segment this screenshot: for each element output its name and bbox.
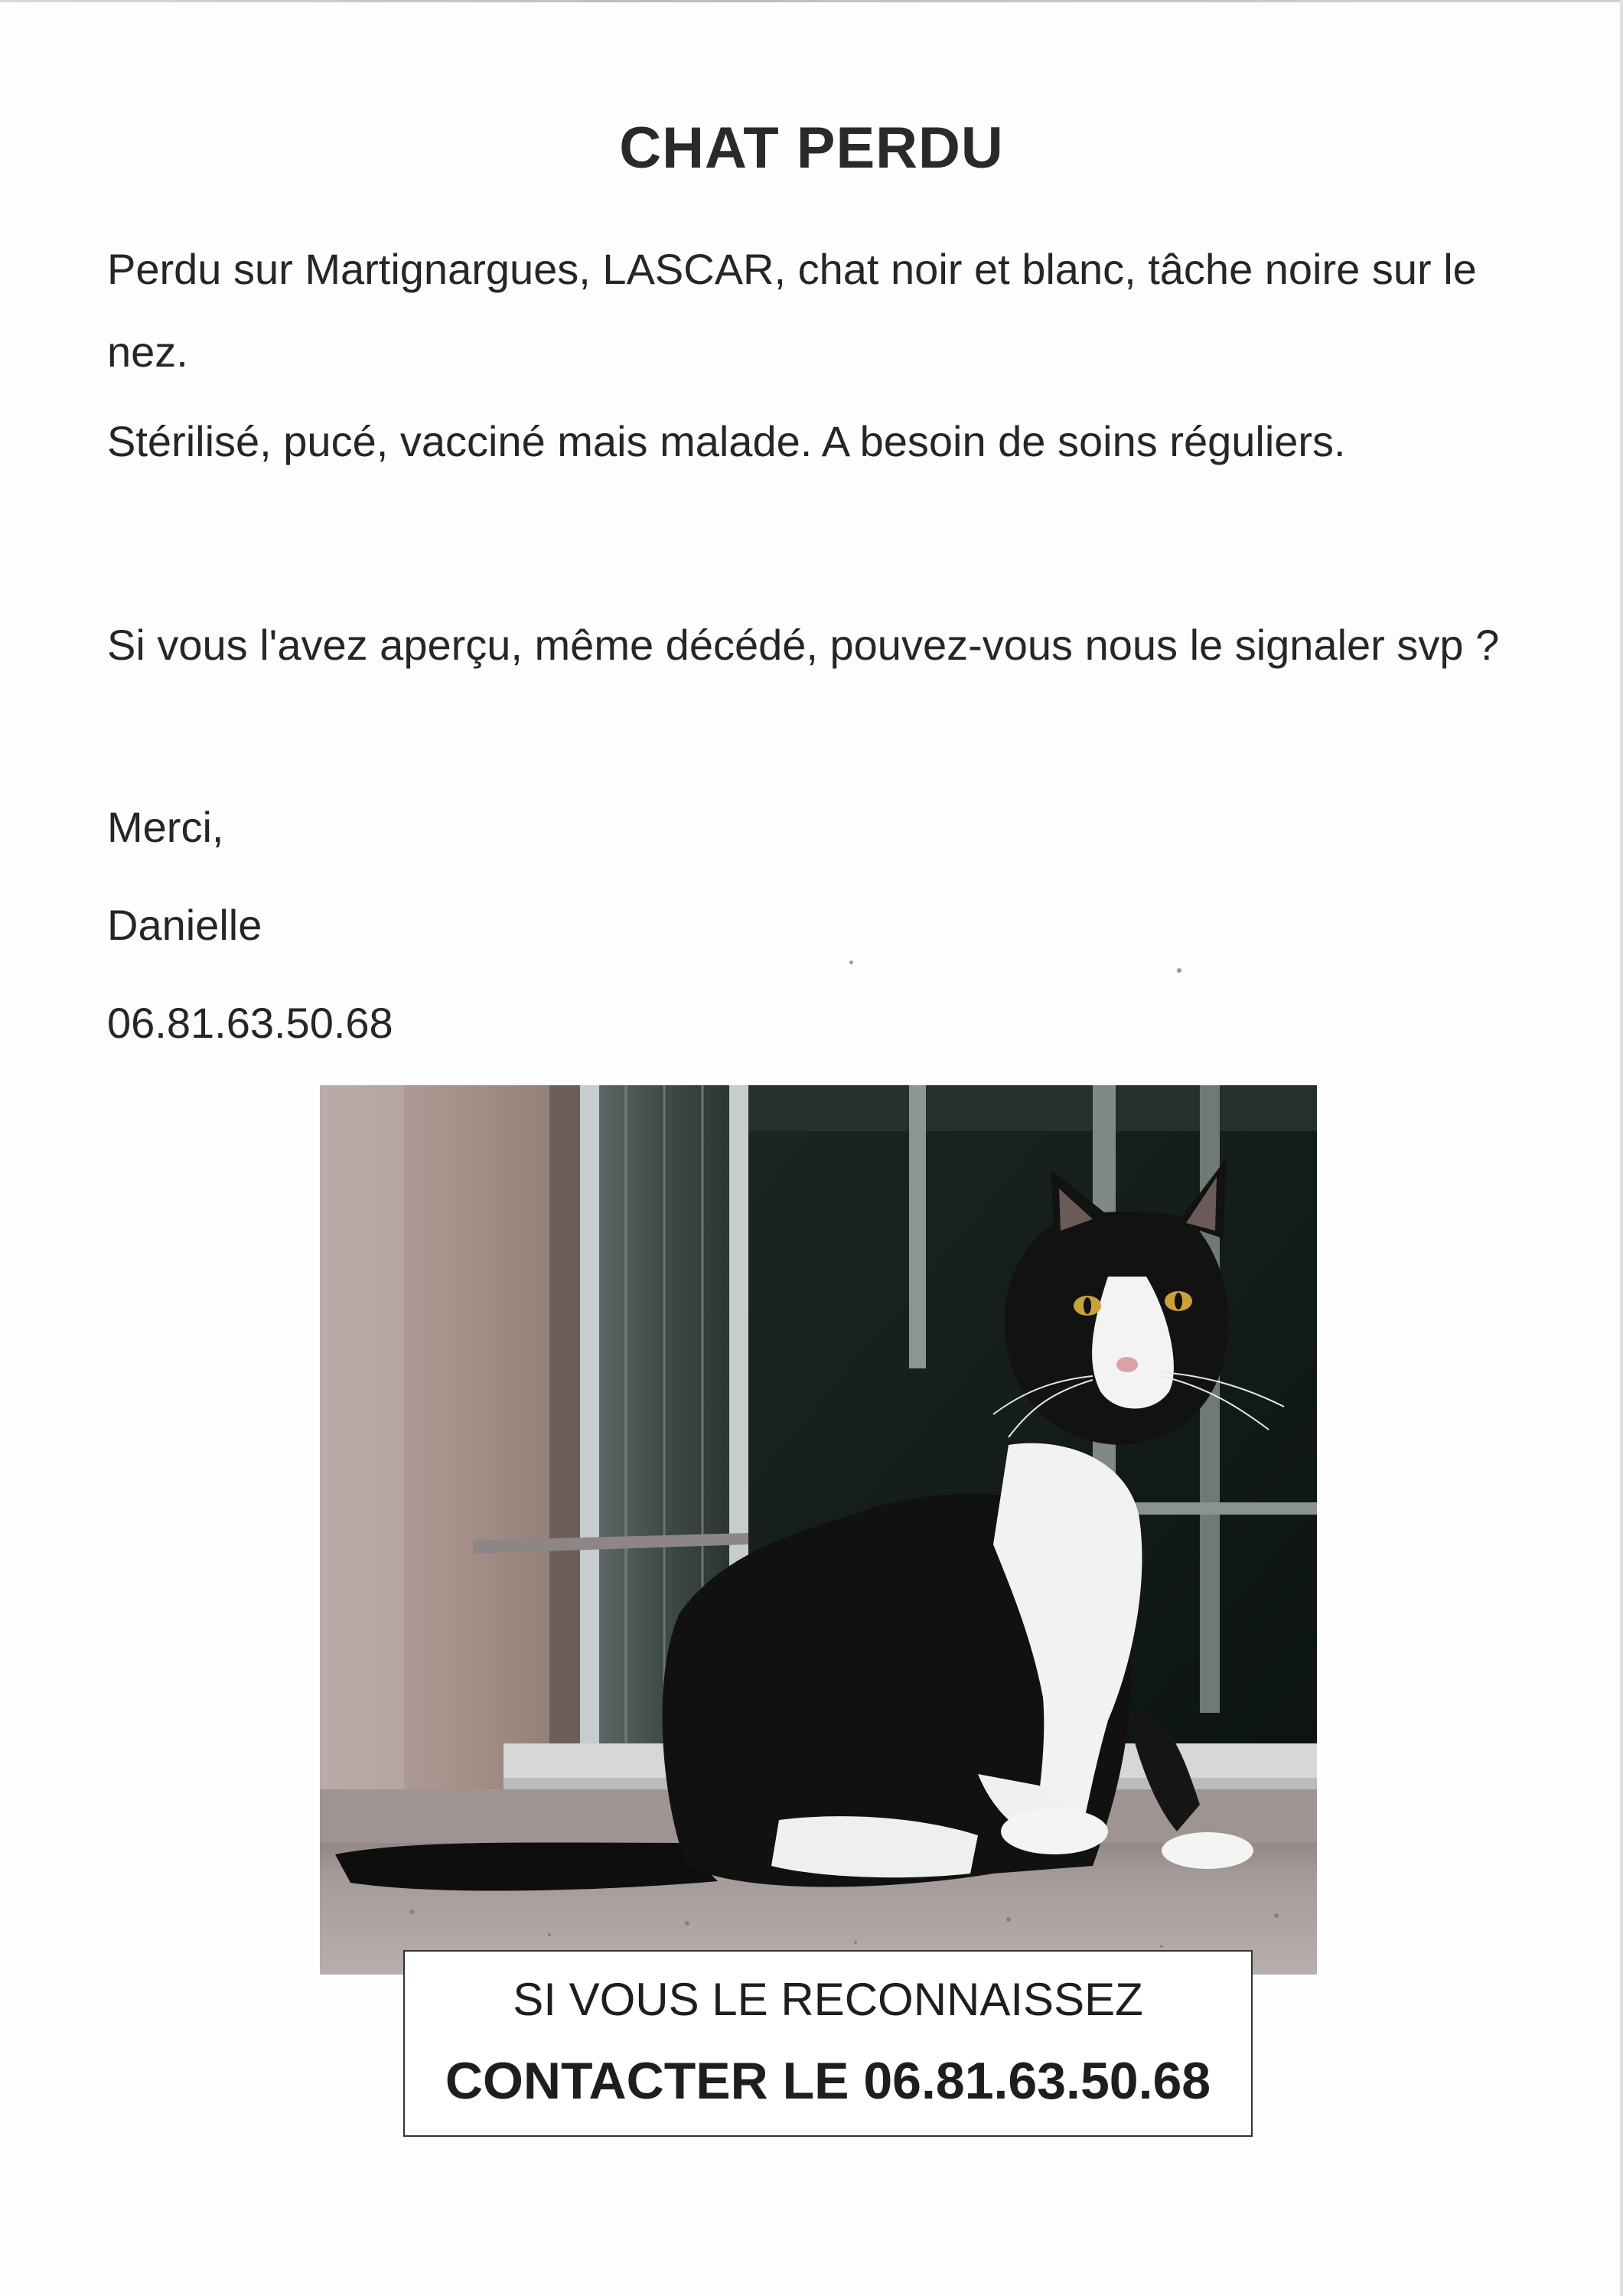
scan-edge-right: [1620, 0, 1623, 2296]
scan-speck: [849, 960, 853, 964]
health-paragraph: Stérilisé, pucé, vacciné mais malade. A besoin de soins réguliers.: [107, 417, 1346, 465]
description-paragraph: Perdu sur Martignargues, LASCAR, chat noir et blanc, tâche noire sur le nez.: [107, 245, 1477, 376]
scan-edge-top: [0, 0, 1623, 2]
scan-speck: [1177, 968, 1181, 973]
phone-number: 06.81.63.50.68: [107, 999, 393, 1047]
poster-title: CHAT PERDU: [619, 116, 1004, 181]
contact-box: [403, 1950, 1253, 2137]
thanks-text: Merci,: [107, 803, 224, 851]
contact-phone: CONTACTER LE 06.81.63.50.68: [445, 2052, 1211, 2110]
signature-name: Danielle: [107, 901, 262, 949]
contact-prompt: SI VOUS LE RECONNAISSEZ: [513, 1974, 1143, 2025]
request-paragraph: Si vous l'avez aperçu, même décédé, pouvez-vous nous le signaler svp ?: [107, 621, 1500, 669]
cat-photo: [320, 1085, 1317, 1975]
